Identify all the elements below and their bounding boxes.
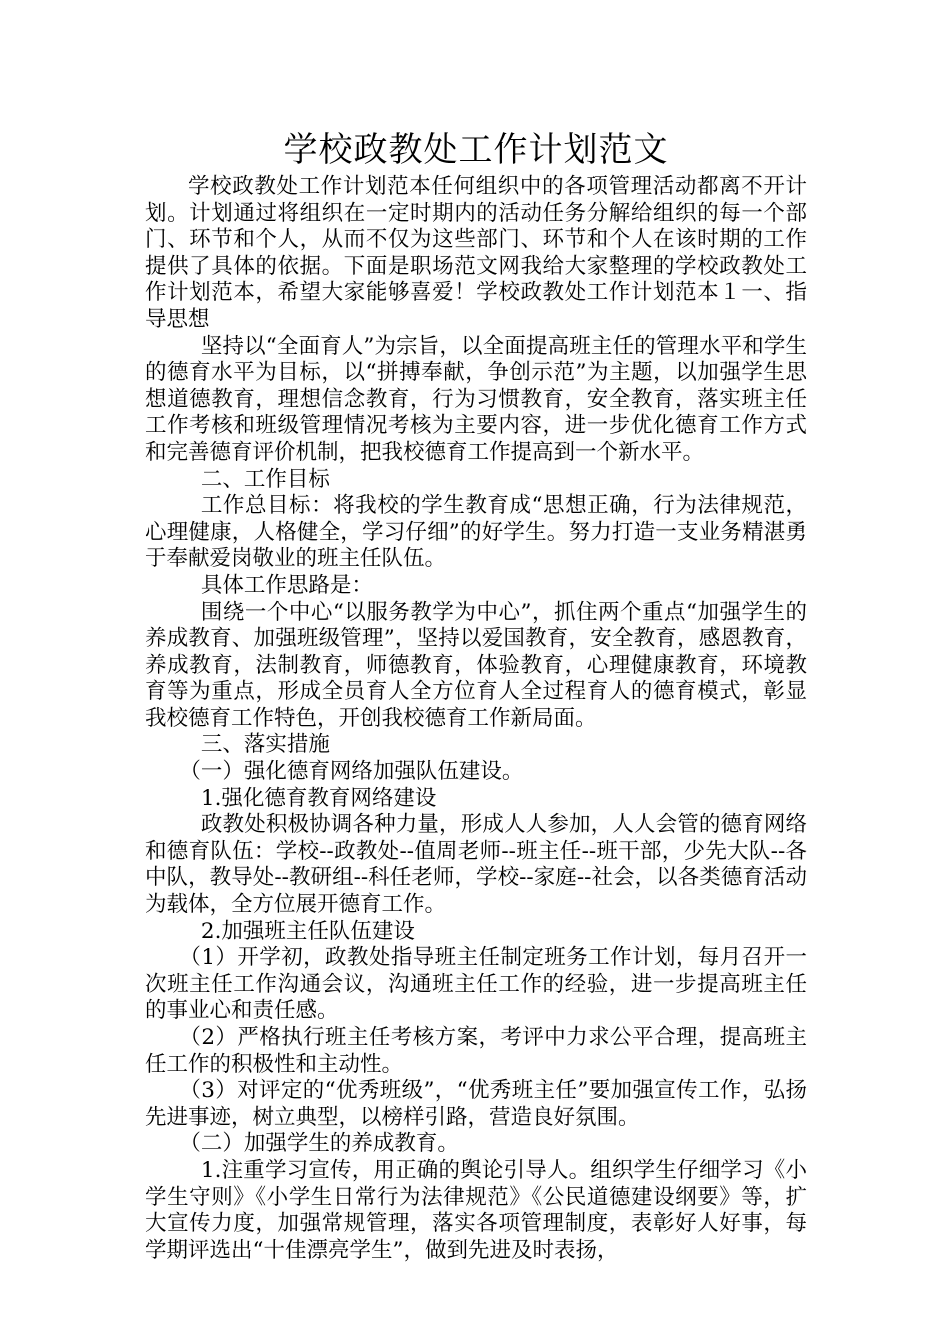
paragraph-teacher-team-2: （2）严格执行班主任考核方案，考评中力求公平合理，提高班主任工作的积极性和主动性。 [145,1025,807,1077]
paragraph-teacher-team-3: （3）对评定的“优秀班级”，“优秀班主任”要加强宣传工作，弘扬先进事迹，树立典型，以榜样引路，营造良好氛围。 [145,1078,807,1130]
document-page [145,126,807,1264]
paragraph-teacher-team-1: （1）开学初，政教处指导班主任制定班务工作计划，每月召开一次班主任工作沟通会议，沟通班主任工作的经验，进一步提高班主任的事业心和责任感。 [145,945,807,1024]
heading-measures: 三、落实措施 [200,732,330,758]
subheading-habit-education: （二）加强学生的养成教育。 [179,1131,459,1157]
paragraph-guiding-thought: 坚持以“全面育人”为宗旨，以全面提高班主任的管理水平和学生的德育水平为目标，以“拼搏奉献，争创示范”为主题，以加强学生思想道德教育，理想信念教育，行为习惯教育，安全教育，落实班主任工作考核和班级管理情况考核为主要内容，进一步优化德育工作方式和完善德育评价机制，把我校德育工作提高到一个新水平。 [145,333,807,465]
document-title: 学校政教处工作计划范文 [283,130,669,170]
paragraph-specific-approach-label: 具体工作思路是： [200,572,373,598]
heading-work-goals: 二、工作目标 [200,466,330,492]
subheading-network-team: （一）强化德育网络加强队伍建设。 [179,759,524,785]
paragraph-overall-goal: 工作总目标：将我校的学生教育成“思想正确，行为法律规范，心理健康，人格健全，学习仔细”的好学生。努力打造一支业务精湛勇于奉献爱岗敬业的班主任队伍。 [145,493,807,572]
paragraph-intro: 学校政教处工作计划范本任何组织中的各项管理活动都离不开计划。计划通过将组织在一定时期内的活动任务分解给组织的每一个部门、环节和个人，从而不仅为这些部门、环节和个人在该时期的工作提供了具体的依据。下面是职场范文网我给大家整理的学校政教处工作计划范本，希望大家能够喜爱！学校政教处工作计划范本１一、指导思想 [145,174,807,332]
paragraph-habit-education-1: 1.注重学习宣传，用正确的舆论引导人。组织学生仔细学习《小学生守则》《小学生日常行为法律规范》《公民道德建设纲要》等，扩大宣传力度，加强常规管理，落实各项管理制度，表彰好人好事，每学期评选出“十佳漂亮学生”，做到先进及时表扬， [145,1157,807,1263]
paragraph-specific-approach: 围绕一个中心“以服务教学为中心”，抓住两个重点“加强学生的养成教育、加强班级管理”，坚持以爱国教育，安全教育，感恩教育，养成教育，法制教育，师德教育，体验教育，心理健康教育，环境教育等为重点，形成全员育人全方位育人全过程育人的德育模式，彰显我校德育工作特色，开创我校德育工作新局面。 [145,599,807,731]
paragraph-network-building: 政教处积极协调各种力量，形成人人参加，人人会管的德育网络和德育队伍：学校--政教处--值周老师--班主任--班干部，少先大队--各中队，教导处--教研组--科任老师，学校--家庭--社会，以各类德育活动为载体，全方位展开德育工作。 [145,812,807,918]
item-teacher-team: 2.加强班主任队伍建设 [200,918,415,944]
item-network-building: 1.强化德育教育网络建设 [200,785,437,811]
